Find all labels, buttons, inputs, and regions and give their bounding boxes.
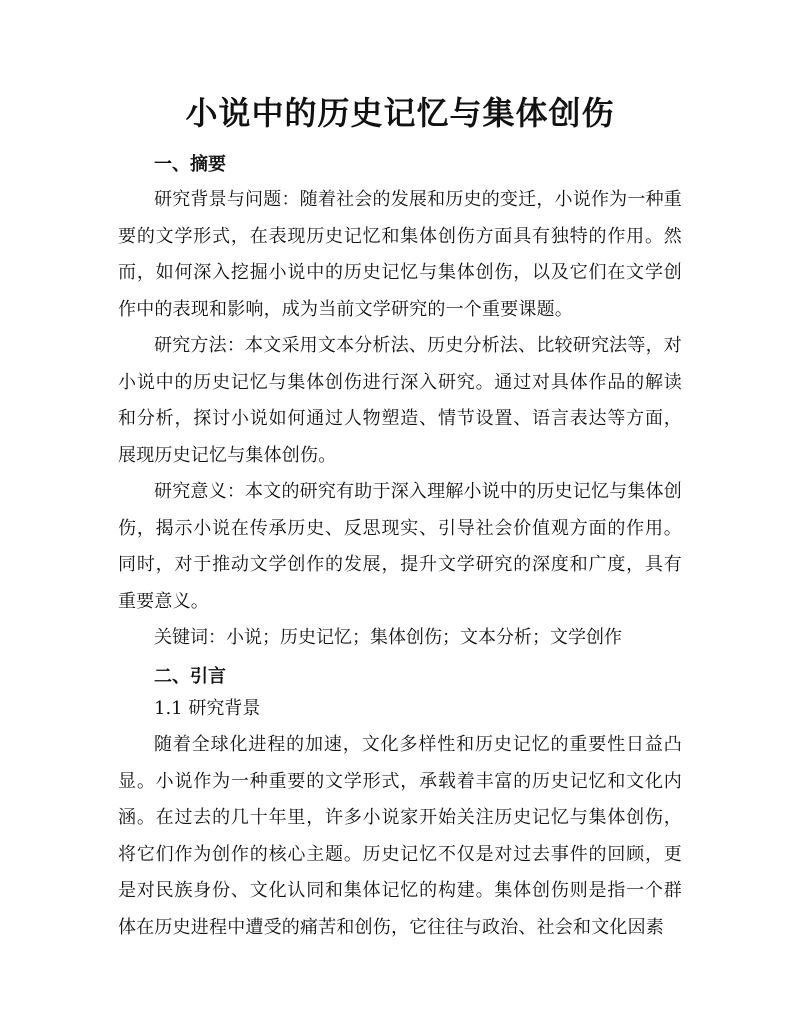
document-title: 小说中的历史记忆与集体创伤 xyxy=(185,94,615,132)
keywords-line: 关键词：小说；历史记忆；集体创伤；文本分析；文学创作 xyxy=(154,627,622,648)
abstract-background-paragraph: 研究背景与问题：随着社会的发展和历史的变迁，小说作为一种重要的文学形式，在表现历史记忆和集体创伤方面具有独特的作用。然而，如何深入挖掘小说中的历史记忆与集体创伤，以及它们在文学创作中的表现和影响，成为当前文学研究的一个重要课题。 xyxy=(118,189,682,320)
abstract-method-paragraph: 研究方法：本文采用文本分析法、历史分析法、比较研究法等，对小说中的历史记忆与集体创伤进行深入研究。通过对具体作品的解读和分析，探讨小说如何通过人物塑造、情节设置、语言表达等方面，展现历史记忆与集体创伤。 xyxy=(118,335,682,466)
intro-heading: 二、引言 xyxy=(154,665,226,687)
abstract-significance-paragraph: 研究意义：本文的研究有助于深入理解小说中的历史记忆与集体创伤，揭示小说在传承历史、反思现实、引导社会价值观方面的作用。同时，对于推动文学创作的发展，提升文学研究的深度和广度，具有重要意义。 xyxy=(118,481,682,612)
research-background-subheading: 1.1 研究背景 xyxy=(154,697,261,719)
abstract-heading: 一、摘要 xyxy=(154,154,226,175)
intro-background-paragraph: 随着全球化进程的加速，文化多样性和历史记忆的重要性日益凸显。小说作为一种重要的文学形式，承载着丰富的历史记忆和文化内涵。在过去的几十年里，许多小说家开始关注历史记忆与集体创伤，将它们作为创作的核心主题。历史记忆不仅是对过去事件的回顾，更是对民族身份、文化认同和集体记忆的构建。集体创伤则是指一个群体在历史进程中遭受的痛苦和创伤，它往往与政治、社会和文化因素 xyxy=(118,734,682,938)
